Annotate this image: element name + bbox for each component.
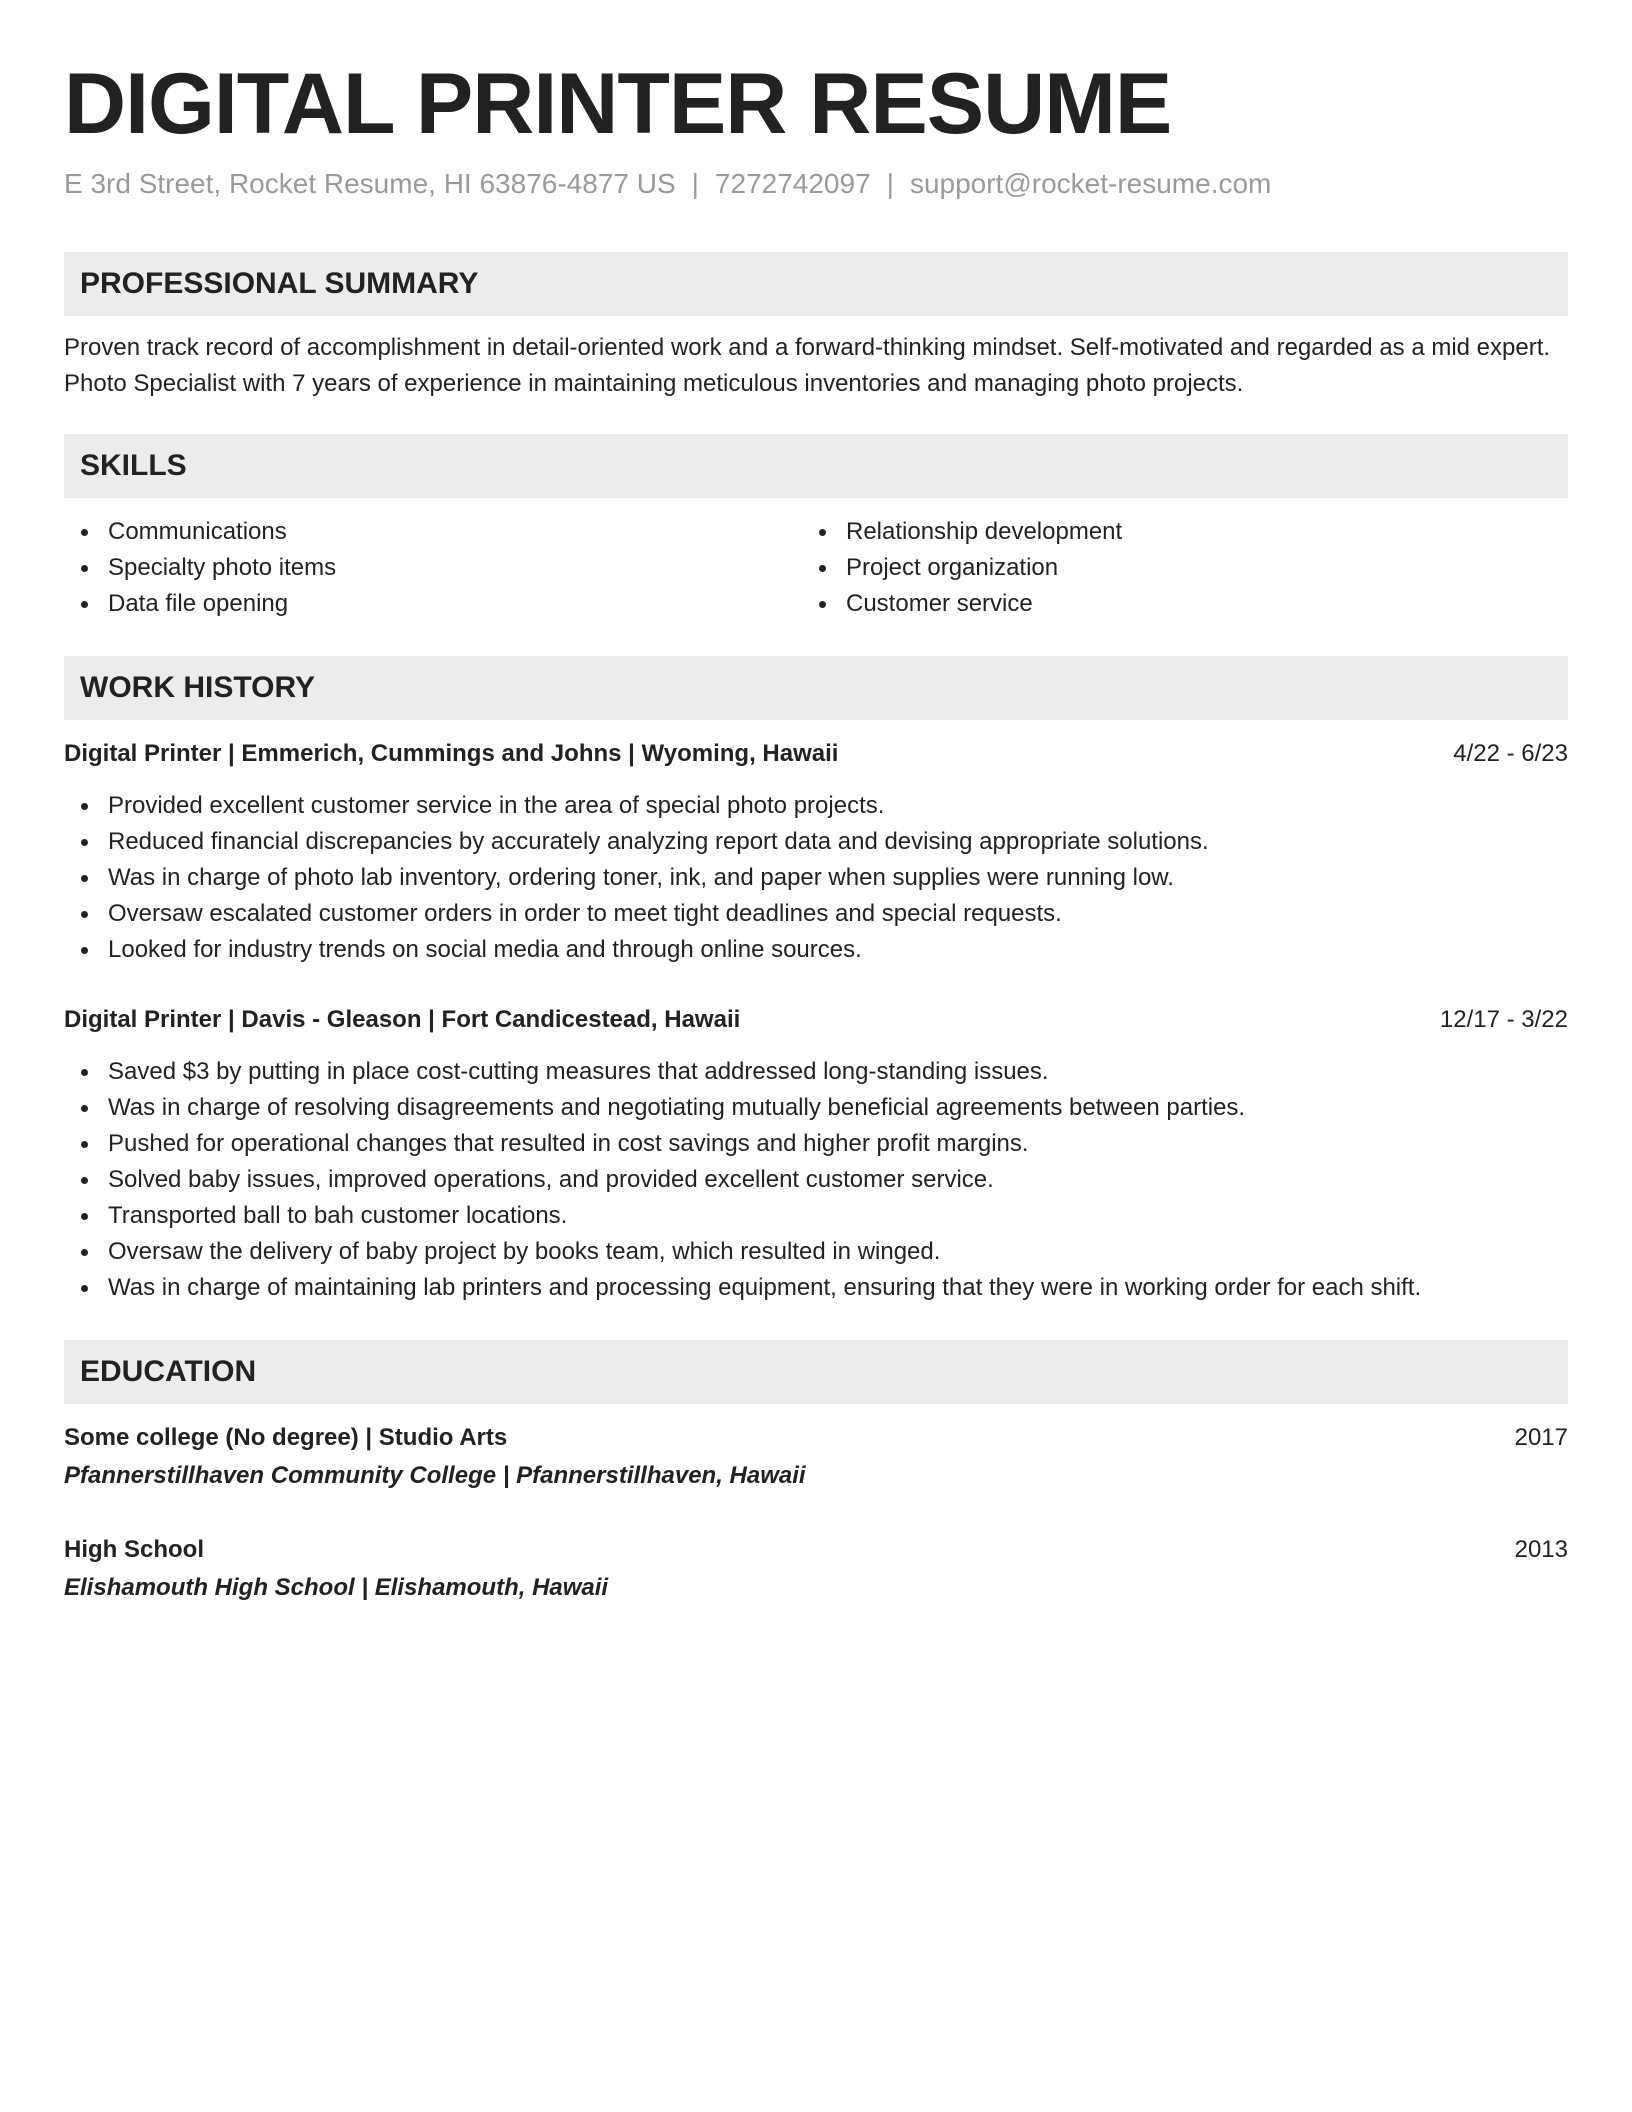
job-bullet: Transported ball to bah customer locations. <box>64 1198 1568 1234</box>
job-dates: 12/17 - 3/22 <box>1439 1006 1568 1033</box>
job-bullets <box>64 1054 1568 1306</box>
job-bullet: Provided excellent customer service in the area of special photo projects. <box>64 788 1568 824</box>
job-heading-row <box>64 736 1568 772</box>
skills-column-left <box>64 514 802 622</box>
contact-phone: 7272742097 <box>714 168 871 199</box>
contact-email: support@rocket-resume.com <box>909 168 1272 199</box>
job-heading: Digital Printer | Davis - Gleason | Fort Candicestead, Hawaii <box>64 1006 741 1033</box>
contact-separator: | <box>886 168 894 199</box>
job-bullet: Oversaw the delivery of baby project by books team, which resulted in winged. <box>64 1234 1568 1270</box>
contact-address: E 3rd Street, Rocket Resume, HI 63876-4877 US <box>64 168 676 199</box>
job-bullet: Was in charge of maintaining lab printers and processing equipment, ensuring that they were in working order for each shift. <box>64 1270 1568 1306</box>
job-bullet: Solved baby issues, improved operations, and provided excellent customer service. <box>64 1162 1568 1198</box>
job-bullet: Saved $3 by putting in place cost-cutting measures that addressed long-standing issues. <box>64 1054 1568 1090</box>
education-year: 2013 <box>1514 1536 1568 1563</box>
job-bullet: Oversaw escalated customer orders in order to meet tight deadlines and special requests. <box>64 896 1568 932</box>
contact-separator: | <box>691 168 699 199</box>
education-school: Elishamouth High School | Elishamouth, Hawaii <box>64 1574 609 1601</box>
education-heading-row <box>64 1532 1568 1568</box>
summary-text: Proven track record of accomplishment in detail-oriented work and a forward-thinking mindset. Self-motivated and regarded as a mid expert. Photo Specialist with 7 years of experience in maintaining meticulous inventories and managing photo projects. <box>64 334 1551 397</box>
skill-item: Customer service <box>802 586 1540 622</box>
job-entry <box>64 736 1568 968</box>
skills-list <box>64 514 1568 622</box>
resume-title: DIGITAL PRINTER RESUME <box>64 56 1172 152</box>
job-entry <box>64 1002 1568 1306</box>
section-header-summary: PROFESSIONAL SUMMARY <box>64 252 1568 316</box>
skill-item: Data file opening <box>64 586 802 622</box>
job-bullets <box>64 788 1568 968</box>
education-entry <box>64 1420 1568 1494</box>
skill-item: Specialty photo items <box>64 550 802 586</box>
job-bullet: Was in charge of resolving disagreements and negotiating mutually beneficial agreements between parties. <box>64 1090 1568 1126</box>
job-heading: Digital Printer | Emmerich, Cummings and Johns | Wyoming, Hawaii <box>64 740 839 767</box>
education-school: Pfannerstillhaven Community College | Pfannerstillhaven, Hawaii <box>64 1462 806 1489</box>
education-heading-row <box>64 1420 1568 1456</box>
job-bullet: Pushed for operational changes that resulted in cost savings and higher profit margins. <box>64 1126 1568 1162</box>
skill-item: Relationship development <box>802 514 1540 550</box>
skill-item: Project organization <box>802 550 1540 586</box>
section-header-education: EDUCATION <box>64 1340 1568 1404</box>
education-year: 2017 <box>1514 1424 1568 1451</box>
section-header-work-history: WORK HISTORY <box>64 656 1568 720</box>
education-degree: Some college (No degree) | Studio Arts <box>64 1424 508 1451</box>
contact-line <box>64 166 1568 202</box>
skill-item: Communications <box>64 514 802 550</box>
job-dates: 4/22 - 6/23 <box>1453 740 1568 767</box>
section-header-skills: SKILLS <box>64 434 1568 498</box>
job-heading-row <box>64 1002 1568 1038</box>
education-degree: High School <box>64 1536 204 1563</box>
job-bullet: Looked for industry trends on social media and through online sources. <box>64 932 1568 968</box>
job-bullet: Was in charge of photo lab inventory, ordering toner, ink, and paper when supplies were running low. <box>64 860 1568 896</box>
skills-column-right <box>802 514 1540 622</box>
job-bullet: Reduced financial discrepancies by accurately analyzing report data and devising appropriate solutions. <box>64 824 1568 860</box>
education-entry <box>64 1532 1568 1606</box>
